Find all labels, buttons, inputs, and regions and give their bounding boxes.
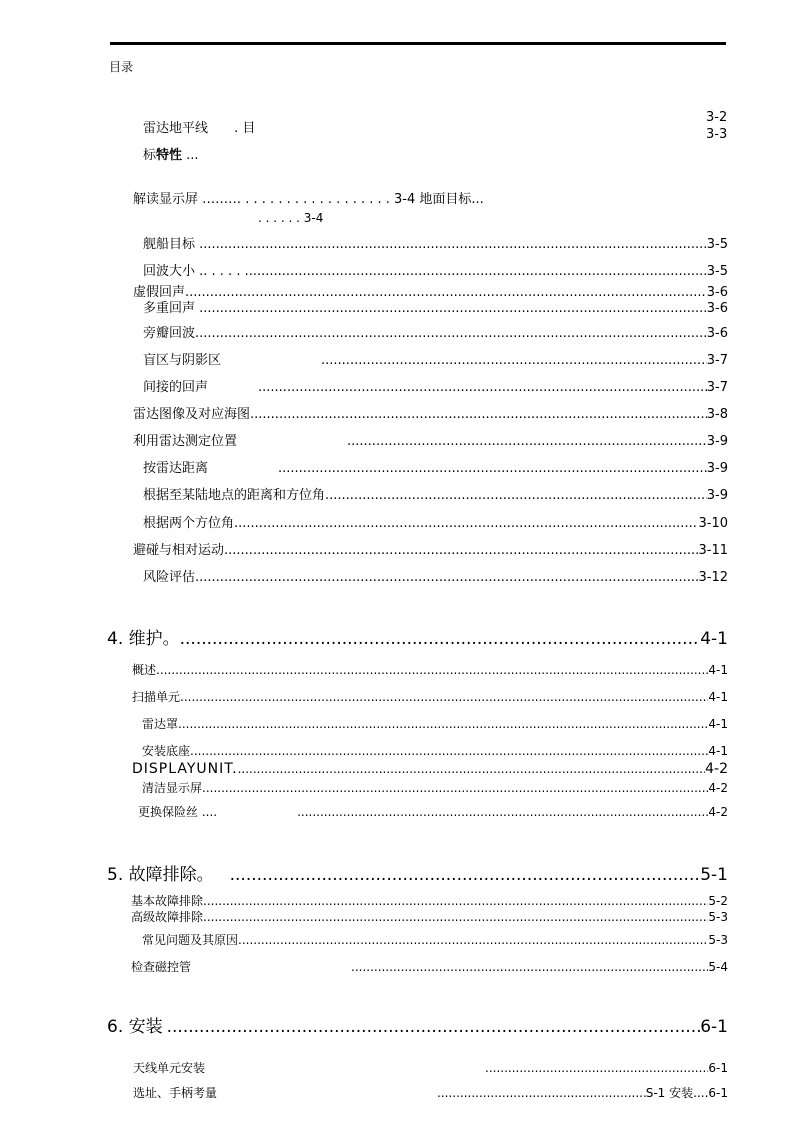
toc-entry (143, 322, 728, 341)
leader-dots (156, 663, 708, 677)
entry-bold: 特性 (156, 148, 183, 163)
leader-dots (347, 434, 707, 449)
leader-dots (180, 629, 701, 649)
page-number: 5-2 (708, 894, 728, 908)
leader-dots (238, 762, 706, 776)
leader-dots (195, 326, 707, 341)
entry-label: 雷达图像及对应海图 (133, 407, 251, 422)
page-number: 6-1 (700, 1017, 728, 1037)
toc-entry-target-characteristics (143, 144, 199, 163)
page-number: 4-1 (708, 663, 728, 677)
toc-entry (131, 908, 728, 925)
entry-label: 盲区与阴影区 (143, 353, 222, 368)
toc-entry (143, 457, 728, 476)
page-number: 5-3 (708, 910, 728, 924)
leader-dots (167, 1017, 701, 1037)
page-number: 4-2 (708, 781, 728, 795)
chapter-heading (107, 1012, 728, 1037)
chapter-heading (107, 860, 728, 885)
page-number: 5-4 (708, 960, 728, 974)
leader-dots (203, 894, 708, 908)
leader-dots (224, 543, 698, 558)
page-number: 5-3 (708, 933, 728, 947)
page-number: 3-5 (706, 264, 728, 279)
entry-label: 高级故障排除 (131, 910, 204, 924)
page-number: 4-2 (708, 805, 728, 819)
page-number: 4-1 (708, 744, 728, 758)
entry-tail: S-1 安装.... (645, 1086, 709, 1100)
page-number: 3-7 (706, 380, 728, 395)
toc-entry-read-display: 解读显示屏 ……… . . . . . . . . . . . . . . . . . . 3-4 地面目标... (133, 192, 484, 207)
toc-entry (138, 803, 728, 820)
entry-label: 避碰与相对运动 (133, 543, 225, 558)
entry-label: 天线单元安装 (133, 1061, 206, 1075)
page-number: 3-5 (706, 237, 728, 252)
page-number: 3-6 (706, 326, 728, 341)
leader-dots (321, 353, 707, 368)
entry-label: 多重回声 .... (143, 301, 216, 316)
leader-dots (230, 865, 701, 885)
toc-entry-radar-horizon (143, 117, 255, 136)
page-number: 3-11 (698, 543, 728, 558)
leader-dots (232, 237, 707, 252)
leader-dots (351, 960, 708, 974)
leader-dots (250, 407, 707, 422)
leader-dots (297, 805, 708, 819)
entry-tail: ... (182, 148, 199, 163)
page-number: 4-2 (705, 761, 728, 777)
leader-dots (195, 570, 698, 585)
page-number: 3-9 (706, 434, 728, 449)
page-number: 3-6 (706, 301, 728, 316)
entry-label: 安装底座 (142, 744, 191, 758)
toc-entry (143, 260, 728, 279)
leader-dots (203, 910, 708, 924)
entry-label: 检查磁控管 (131, 960, 192, 974)
page-number: 3-2 (706, 110, 728, 125)
toc-entry (133, 430, 728, 449)
leader-dots (249, 264, 707, 279)
leader-dots (325, 488, 707, 503)
entry-label: 更换保险丝 .... (138, 805, 218, 819)
leader-dots (485, 1061, 708, 1075)
entry-label: 基本故障排除 (131, 894, 204, 908)
page-number: 3-3 (706, 127, 728, 142)
toc-entry (132, 761, 728, 777)
chapter-heading (107, 624, 728, 649)
page-number: 5-1 (700, 865, 728, 885)
entry-label: 根据至某陆地点的距离和方位角 (143, 488, 326, 503)
chapter-title: 6. 安装 (107, 1017, 163, 1037)
entry-label: 选址、手柄考量 (133, 1086, 218, 1100)
entry-label: 虚假回声 (133, 285, 186, 300)
toc-entry (143, 349, 728, 368)
leader-dots (238, 933, 708, 947)
toc-entry (131, 892, 728, 909)
toc-entry (143, 566, 728, 585)
toc-entry (143, 233, 728, 252)
toc-entry (142, 715, 728, 732)
entry-label: 间接的回声 (143, 380, 209, 395)
page-number: 3-6 (706, 285, 728, 300)
toc-entry (133, 403, 728, 422)
toc-entry (143, 512, 728, 531)
page-number: 4-1 (700, 629, 728, 649)
page-number: 6-1 (708, 1086, 728, 1100)
leader-dots (278, 461, 707, 476)
toc-entry (143, 484, 728, 503)
entry-label: 根据两个方位角 (143, 516, 235, 531)
page-number: 3-9 (706, 488, 728, 503)
entry-label: 雷达罩 (142, 717, 179, 731)
entry-label: 回波大小 .. . . . . . (143, 264, 249, 279)
toc-entry (131, 958, 728, 975)
toc-entry-land-targets: . . . . . . 3-4 (258, 211, 324, 225)
toc-entry (132, 661, 728, 678)
entry-label: DISPLAYUNIT. (132, 761, 238, 777)
toc-entry (142, 742, 728, 759)
toc-entry (143, 376, 728, 395)
toc-entry (142, 779, 728, 796)
entry-label: 按雷达距离 (143, 461, 209, 476)
leader-dots (178, 717, 708, 731)
entry-label: 旁瓣回波 (143, 326, 196, 341)
entry-label: 舰船目标 ........ (143, 237, 233, 252)
page-title: 目录 (109, 60, 134, 74)
chapter-title: 5. 故障排除。 (107, 865, 214, 885)
entry-label: 常见问题及其原因 (142, 933, 239, 947)
page-number: 6-1 (708, 1061, 728, 1075)
leader-dots (258, 380, 707, 395)
leader-dots (180, 690, 708, 704)
page-number: 3-9 (706, 461, 728, 476)
leader-dots (202, 781, 708, 795)
toc-entry (142, 931, 728, 948)
page-number: 3-12 (698, 570, 728, 585)
leader-dots (190, 744, 708, 758)
entry-label: 风险评估 (143, 570, 196, 585)
entry-label: 利用雷达测定位置 (133, 434, 238, 449)
page-number: 3-10 (698, 516, 728, 531)
entry-fragment: . 目 (234, 121, 256, 136)
toc-entry (143, 297, 728, 316)
toc-entry (133, 539, 728, 558)
entry-label: 雷达地平线 (143, 121, 209, 136)
page-number: 4-1 (708, 690, 728, 704)
chapter-title: 4. 维护。 (107, 629, 180, 649)
page-number: 4-1 (708, 717, 728, 731)
toc-entry (132, 688, 728, 705)
entry-label: 清洁显示屏 (142, 781, 203, 795)
entry-label: 概述 (132, 663, 157, 677)
leader-dots (437, 1086, 646, 1100)
leader-dots (234, 516, 698, 531)
entry-label: 扫描单元 (132, 690, 181, 704)
page-number: 3-8 (706, 407, 728, 422)
entry-prefix: 标 (143, 148, 157, 163)
toc-entry (133, 1059, 728, 1076)
page-number: 3-7 (706, 353, 728, 368)
top-rule (110, 42, 726, 45)
toc-entry (133, 1084, 728, 1101)
leader-dots (216, 301, 707, 316)
